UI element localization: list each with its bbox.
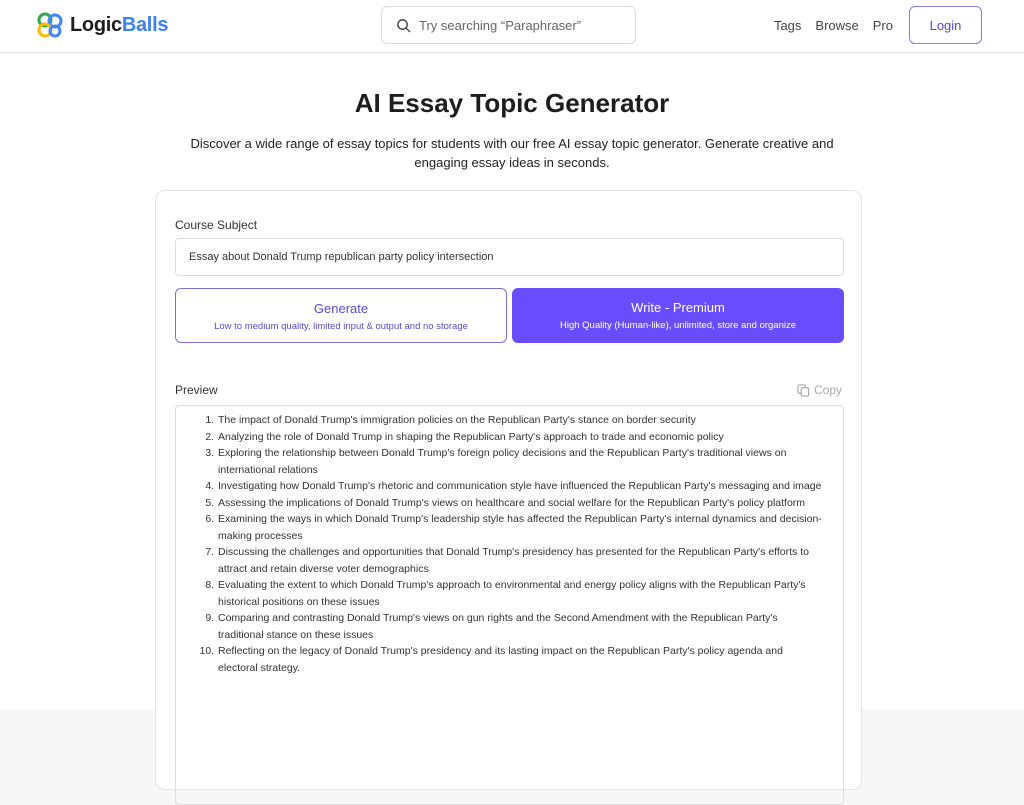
course-subject-input[interactable]: Essay about Donald Trump republican party policy intersection: [175, 238, 844, 276]
page-title: AI Essay Topic Generator: [0, 88, 1024, 119]
list-item: 4. Investigating how Donald Trump's rhetoric and communication style have influenced the Republican Party's messaging and image: [217, 478, 823, 495]
nav-browse[interactable]: Browse: [815, 18, 858, 33]
nav-tags[interactable]: Tags: [774, 18, 801, 33]
search-input[interactable]: [381, 6, 636, 44]
list-item: 9. Comparing and contrasting Donald Trump's views on gun rights and the Second Amendment with the Republican Party's traditional stance on these issues: [217, 610, 823, 643]
copy-icon: [797, 384, 810, 397]
preview-label: Preview: [175, 383, 218, 397]
list-item: 5. Assessing the implications of Donald Trump's views on healthcare and social welfare for the Republican Party's policy platform: [217, 495, 823, 512]
generate-button[interactable]: [175, 288, 507, 343]
list-item: 2. Analyzing the role of Donald Trump in shaping the Republican Party's approach to trade and economic policy: [217, 429, 823, 446]
tool-card: [155, 190, 862, 790]
list-item: 6. Examining the ways in which Donald Trump's leadership style has affected the Republican Party's internal dynamics and decision-making processes: [217, 511, 823, 544]
list-item: 1. The impact of Donald Trump's immigration policies on the Republican Party's stance on border security: [217, 412, 823, 429]
header: [0, 0, 1024, 53]
list-item: 10. Reflecting on the legacy of Donald Trump's presidency and its lasting impact on the Republican Party's policy agenda and electoral strategy.: [217, 643, 823, 676]
copy-button[interactable]: [797, 383, 842, 397]
logo-text: Logic: [70, 14, 122, 36]
generate-desc: Low to medium quality, limited input & output and no storage: [176, 321, 506, 332]
topic-list: [217, 412, 823, 676]
list-item: 3. Exploring the relationship between Donald Trump's foreign policy decisions and the Republican Party's traditional views on international relations: [217, 445, 823, 478]
nav-pro[interactable]: Pro: [873, 18, 893, 33]
logo[interactable]: [36, 11, 168, 39]
logo-icon: [36, 11, 64, 39]
search-placeholder: Try searching “Paraphraser”: [419, 18, 581, 33]
copy-label: Copy: [814, 383, 842, 397]
generate-title: Generate: [176, 301, 506, 316]
login-button[interactable]: Login: [909, 6, 982, 44]
logo-text-accent: Balls: [122, 14, 168, 36]
page-subtitle: Discover a wide range of essay topics for students with our free AI essay topic generator. Generate creative and engaging essay ideas in seconds.: [167, 134, 857, 172]
search-icon: [396, 18, 411, 33]
preview-output[interactable]: [175, 405, 844, 805]
write-premium-button[interactable]: [512, 288, 844, 343]
list-item: 7. Discussing the challenges and opportunities that Donald Trump's presidency has presented for the Republican Party's efforts to attract and retain diverse voter demographics: [217, 544, 823, 577]
main: [0, 54, 1024, 709]
premium-title: Write - Premium: [512, 300, 844, 315]
premium-desc: High Quality (Human-like), unlimited, store and organize: [512, 320, 844, 331]
course-subject-label: Course Subject: [175, 218, 257, 232]
list-item: 8. Evaluating the extent to which Donald Trump's approach to environmental and energy policy aligns with the Republican Party's historical positions on these issues: [217, 577, 823, 610]
nav: [774, 6, 982, 44]
